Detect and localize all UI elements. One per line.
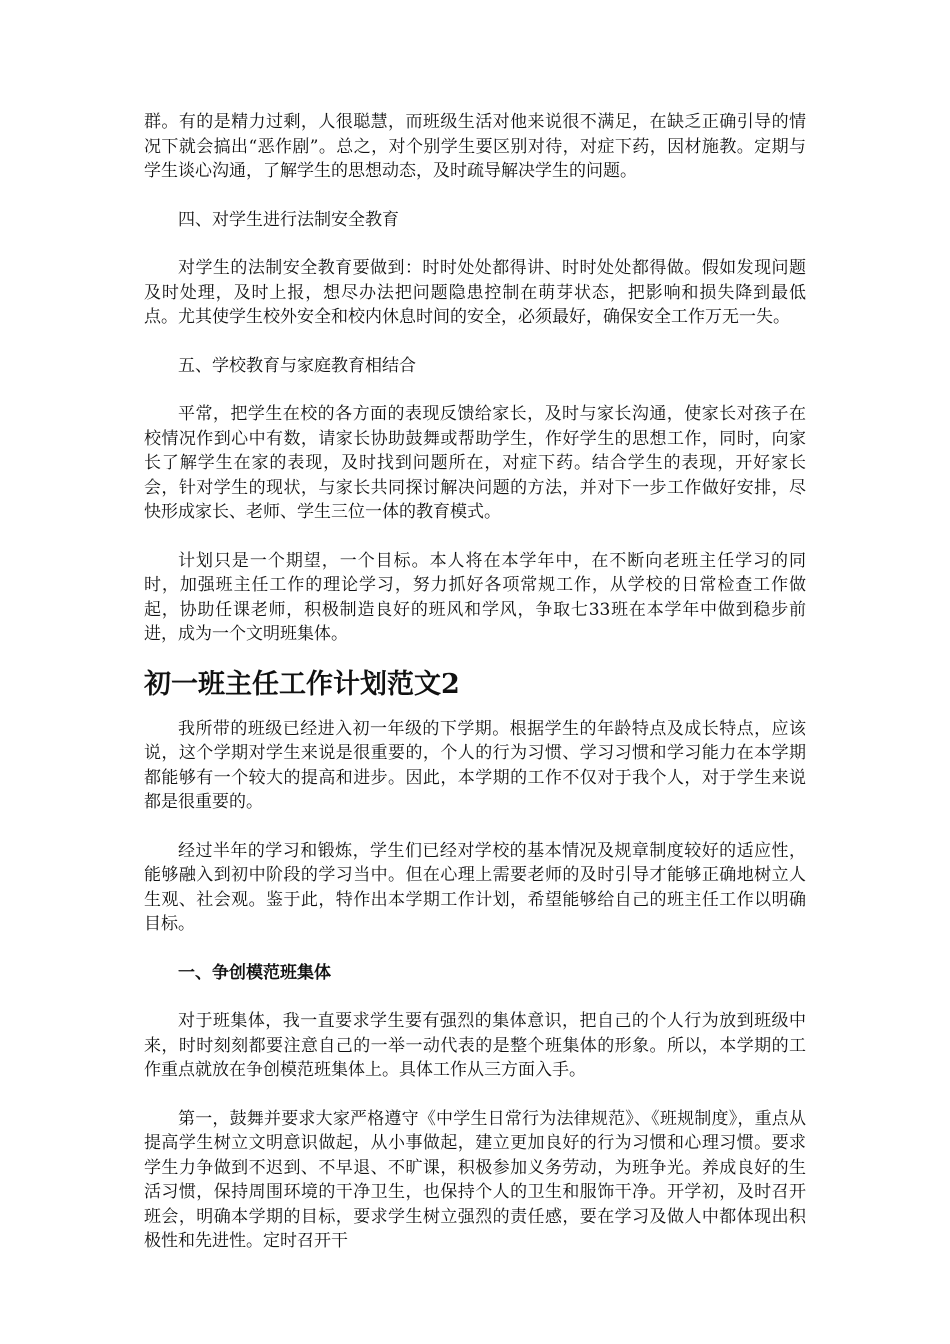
paragraph-intro: 群。有的是精力过剩，人很聪慧，而班级生活对他来说很不满足，在缺乏正确引导的情况下就会搞出“恶作剧”。总之，对个别学生要区别对待，对症下药，因材施教。定期与学生谈心沟通，了解学生的思想动态，及时疏导解决学生的问题。 xyxy=(144,112,806,181)
paragraph-first: 第一，鼓舞并要求大家严格遵守《中学生日常行为法律规范》、《班规制度》，重点从提高学生树立文明意识做起，从小事做起，建立更加良好的行为习惯和心理习惯。要求学生力争做到不迟到、不早退、不旷课，积极参加义务劳动，为班争光。养成良好的生活习惯，保持周围环境的干净卫生，也保持个人的卫生和服饰干净。开学初，及时召开班会，明确本学期的目标，要求学生树立强烈的责任感，要在学习及做人中都体现出积极性和先进性。定时召开干 xyxy=(144,1108,806,1251)
document-title-2: 初一班主任工作计划范文2 xyxy=(144,668,460,700)
document-page xyxy=(144,110,806,1254)
section-heading-5: 五、学校教育与家庭教育相结合 xyxy=(178,355,416,376)
paragraph-collective: 对于班集体，我一直要求学生要有强烈的集体意识，把自己的个人行为放到班级中来，时时刻刻都要注意自己的一举一动代表的是整个班集体的形象。所以，本学期的工作重点就放在争创模范班集体上。具体工作从三方面入手。 xyxy=(144,1011,806,1080)
paragraph-family: 平常，把学生在校的各方面的表现反馈给家长，及时与家长沟通，使家长对孩子在校情况作到心中有数，请家长协助鼓舞或帮助学生，作好学生的思想工作，同时，向家长了解学生在家的表现，及时找到问题所在，对症下药。结合学生的表现，开好家长会，针对学生的现状，与家长共同探讨解决问题的方法，并对下一步工作做好安排，尽快形成家长、老师、学生三位一体的教育模式。 xyxy=(144,404,806,522)
paragraph-plan: 计划只是一个期望，一个目标。本人将在本学年中，在不断向老班主任学习的同时，加强班主任工作的理论学习，努力抓好各项常规工作，从学校的日常检查工作做起，协助任课老师，积极制造良好的班风和学风，争取七33班在本学年中做到稳步前进，成为一个文明班集体。 xyxy=(144,550,806,644)
paragraph-safety: 对学生的法制安全教育要做到：时时处处都得讲、时时处处都得做。假如发现问题及时处理，及时上报，想尽办法把问题隐患控制在萌芽状态，把影响和损失降到最低点。尤其使学生校外安全和校内休息时间的安全，必须最好，确保安全工作万无一失。 xyxy=(144,258,806,327)
section-heading-1: 一、争创模范班集体 xyxy=(178,962,331,983)
paragraph-semester: 我所带的班级已经进入初一年级的下学期。根据学生的年龄特点及成长特点，应该说，这个学期对学生来说是很重要的，个人的行为习惯、学习习惯和学习能力在本学期都能够有一个较大的提高和进步。因此，本学期的工作不仅对于我个人，对于学生来说都是很重要的。 xyxy=(144,718,806,812)
paragraph-experience: 经过半年的学习和锻炼，学生们已经对学校的基本情况及规章制度较好的适应性，能够融入到初中阶段的学习当中。但在心理上需要老师的及时引导才能够正确地树立人生观、社会观。鉴于此，特作出本学期工作计划，希望能够给自己的班主任工作以明确目标。 xyxy=(144,840,806,934)
section-heading-4: 四、对学生进行法制安全教育 xyxy=(178,209,399,230)
